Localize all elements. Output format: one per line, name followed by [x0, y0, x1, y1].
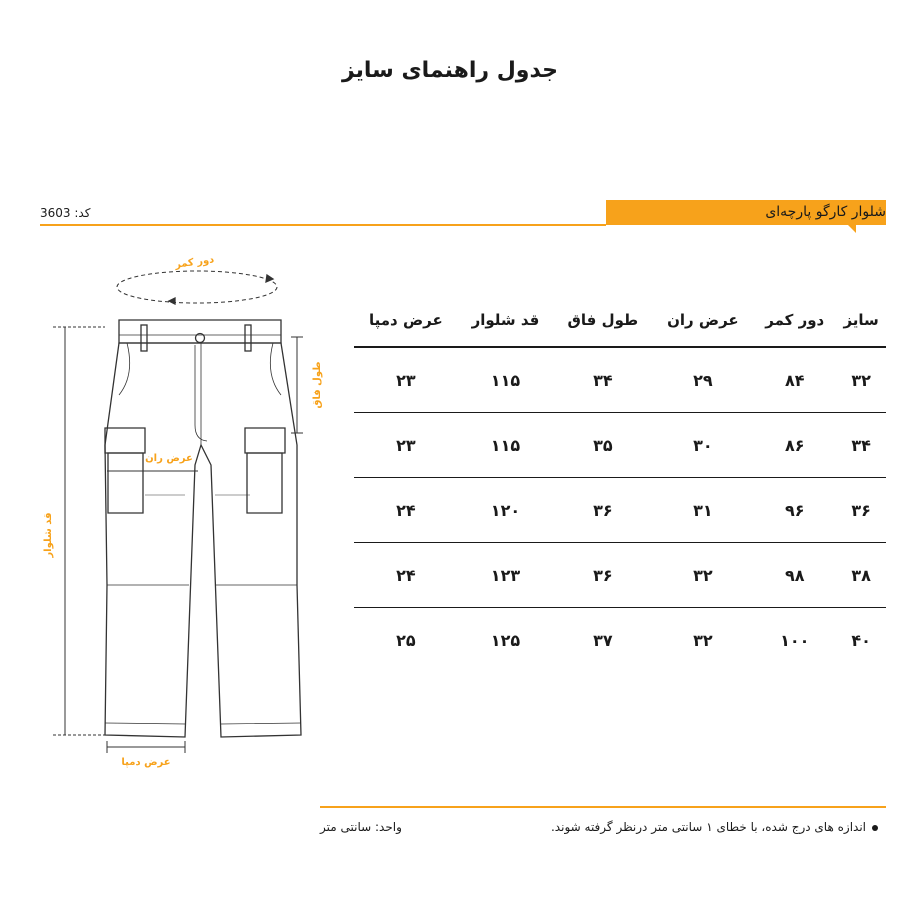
bullet-icon — [872, 825, 878, 831]
table-cell: ۳۶ — [836, 478, 886, 543]
table-cell: ۲۴ — [354, 478, 458, 543]
thigh-label: عرض ران — [145, 453, 193, 464]
footer-divider — [320, 806, 886, 808]
waist-measure-ellipse — [117, 271, 277, 303]
table-row — [354, 478, 886, 543]
table-cell: ۱۱۵ — [458, 413, 553, 478]
footer-note-text: اندازه های درج شده، با خطای ۱ سانتی متر درنظر گرفته شوند. — [550, 820, 866, 834]
waist-arrow-right-icon — [266, 275, 273, 282]
left-cargo-flap — [105, 428, 145, 453]
length-label: قد شلوار — [43, 512, 54, 558]
footer-note — [551, 820, 878, 834]
table-cell: ۲۴ — [354, 543, 458, 608]
table-cell: ۲۹ — [653, 347, 754, 413]
waist-label: دور کمر — [174, 254, 215, 271]
table-cell: ۳۲ — [693, 630, 713, 650]
header-waist: دور کمر — [753, 294, 836, 347]
table-cell: ۳۲ — [653, 543, 754, 608]
table-cell: ۳۸ — [836, 543, 886, 608]
table-cell: ۹۶ — [753, 478, 836, 543]
size-table — [354, 294, 886, 672]
header-thigh: عرض ران — [653, 294, 754, 347]
table-cell: ۲۳ — [354, 413, 458, 478]
table-row — [354, 543, 886, 608]
left-cargo-pocket — [108, 453, 143, 513]
table-cell: ۸۴ — [753, 347, 836, 413]
table-cell: ۳۶ — [553, 478, 652, 543]
table-cell: ۳۴ — [553, 347, 652, 413]
product-name: شلوار کارگو پارچه‌ای — [765, 204, 886, 220]
unit-label: واحد: سانتی متر — [320, 820, 402, 834]
table-cell: ۲۵ — [396, 630, 416, 650]
table-cell: ۸۶ — [753, 413, 836, 478]
hem-label: عرض دمپا — [121, 757, 171, 768]
table-cell: ۹۸ — [753, 543, 836, 608]
table-cell: ۳۶ — [553, 543, 652, 608]
table-cell: ۳۵ — [553, 413, 652, 478]
table-cell: ۱۰۰ — [780, 630, 810, 650]
rise-label: طول فاق — [312, 361, 323, 409]
table-cell: ۱۲۵ — [490, 630, 521, 650]
header-divider — [40, 224, 606, 226]
product-code: کد: 3603 — [40, 206, 91, 220]
header-rise: طول فاق — [553, 294, 652, 347]
table-row — [354, 608, 886, 673]
title-bar-notch — [848, 225, 856, 233]
pants-outline — [105, 343, 301, 737]
header-hem: عرض دمپا — [354, 294, 458, 347]
table-cell: ۴۰ — [851, 630, 871, 650]
pants-waistband — [119, 320, 281, 343]
table-cell: ۳۴ — [836, 413, 886, 478]
table-row — [354, 347, 886, 413]
waist-arrow-left-icon — [169, 298, 175, 304]
right-cargo-pocket — [247, 453, 282, 513]
table-cell: ۳۲ — [836, 347, 886, 413]
table-cell: ۱۲۳ — [458, 543, 553, 608]
table-header-row — [354, 294, 886, 347]
table-cell: ۳۱ — [653, 478, 754, 543]
table-cell: ۳۰ — [653, 413, 754, 478]
table-cell: ۲۳ — [354, 347, 458, 413]
pants-diagram — [35, 245, 355, 780]
table-cell: ۱۲۰ — [458, 478, 553, 543]
header-size: سایز — [836, 294, 886, 347]
header-length: قد شلوار — [458, 294, 553, 347]
table-cell: ۳۷ — [593, 630, 613, 650]
table-row — [354, 413, 886, 478]
page-title: جدول راهنمای سایز — [341, 58, 559, 83]
table-cell: ۱۱۵ — [458, 347, 553, 413]
right-cargo-flap — [245, 428, 285, 453]
